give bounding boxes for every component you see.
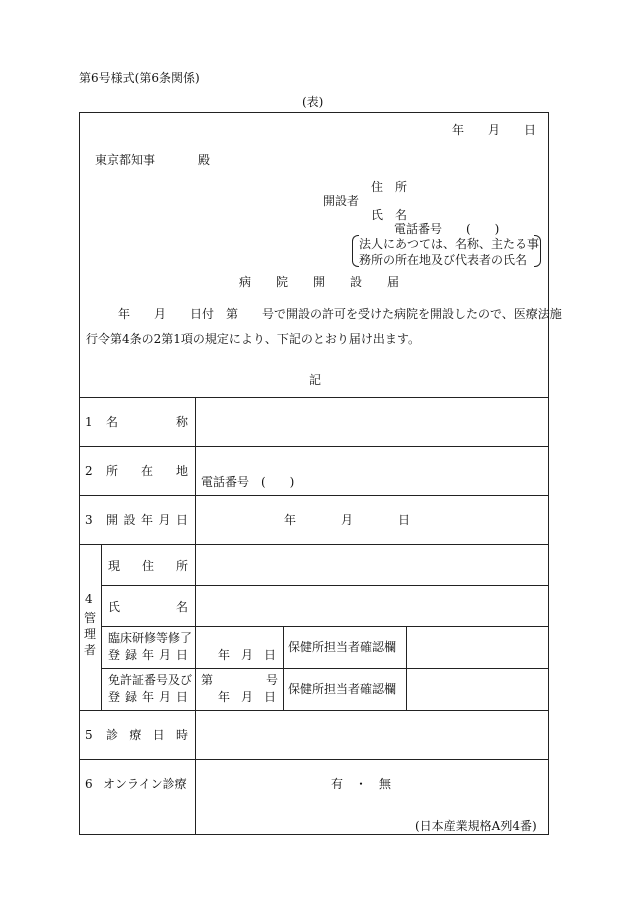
row3-label-opening-date: 開 設 年 月 日 — [106, 513, 188, 527]
row-divider — [101, 668, 549, 669]
applicant-address-label: 住 所 — [371, 180, 408, 194]
paper-size-note: (日本産業規格A列4番) — [415, 819, 537, 833]
ki-marker: 記 — [309, 373, 322, 387]
manager-address-field[interactable] — [198, 547, 547, 583]
license-number-prefix: 第 — [201, 673, 214, 687]
addressee: 東京都知事 — [95, 153, 156, 167]
opening-date-field[interactable]: 年 月 日 — [284, 513, 410, 527]
row-divider — [79, 446, 549, 447]
column-divider — [101, 544, 102, 710]
front-side-label: (表) — [302, 95, 324, 109]
row-divider — [101, 626, 549, 627]
row1-number: 1 — [85, 415, 93, 429]
left-bracket — [352, 235, 359, 267]
row2-number: 2 — [85, 464, 93, 478]
row4-number: 4 — [85, 592, 93, 606]
row4-group-manager: 管 理 者 — [83, 611, 96, 657]
row5-number: 5 — [85, 728, 93, 742]
body-text-line2: 行令第4条の2第1項の規定により、下記のとおり届け出ます。 — [86, 332, 420, 346]
row6-label-online: オンライン診療 — [103, 777, 187, 791]
row-divider — [79, 759, 549, 760]
health-center-confirmation-field-2[interactable] — [409, 671, 547, 708]
training-date-field[interactable]: 年 月 日 — [218, 648, 276, 662]
manager-name-label: 氏 名 — [108, 600, 188, 614]
row-divider — [101, 585, 549, 586]
training-label-line1: 臨床研修等修了 — [108, 631, 193, 645]
location-phone-label: 電話番号 ( ) — [201, 475, 295, 489]
applicant-name-label: 氏 名 — [371, 208, 408, 222]
form-number-label: 第6号様式(第6条関係) — [79, 71, 200, 85]
license-date-field[interactable]: 年 月 日 — [218, 690, 276, 704]
column-divider — [406, 626, 407, 710]
honorific: 殿 — [198, 153, 211, 167]
applicant-role-label: 開設者 — [323, 194, 360, 208]
health-center-confirmation-field[interactable] — [409, 629, 547, 666]
name-field[interactable] — [198, 400, 547, 444]
row-divider — [79, 544, 549, 545]
location-field[interactable] — [198, 449, 547, 493]
row5-label-hours: 診 療 日 時 — [106, 728, 188, 742]
row-divider — [79, 495, 549, 496]
manager-address-label: 現 住 所 — [108, 559, 188, 573]
consultation-hours-field[interactable] — [198, 713, 547, 757]
health-center-confirmation-label: 保健所担当者確認欄 — [288, 640, 397, 654]
license-label-line1: 免許証番号及び — [108, 673, 193, 687]
corporation-note-line1: 法人にあつては、名称、主たる事 — [359, 237, 540, 251]
date-line: 年 月 日 — [452, 123, 537, 137]
column-divider — [195, 397, 196, 834]
license-label-line2: 登 録 年 月 日 — [108, 690, 188, 704]
row1-label-name: 名 称 — [106, 415, 188, 429]
training-label-line2: 登 録 年 月 日 — [108, 648, 188, 662]
document-title: 病 院 開 設 届 — [239, 275, 399, 289]
row2-label-location: 所 在 地 — [106, 464, 188, 478]
online-consultation-choice[interactable]: 有 ・ 無 — [331, 777, 392, 791]
row-divider — [79, 710, 549, 711]
manager-name-field[interactable] — [198, 588, 547, 624]
row3-number: 3 — [85, 513, 93, 527]
row-divider — [79, 397, 549, 398]
column-divider — [283, 626, 284, 710]
corporation-note-line2: 務所の所在地及び代表者の氏名 — [359, 253, 528, 267]
body-text-line1: 年 月 日付 第 号で開設の許可を受けた病院を開設したので、医療法施 — [118, 307, 562, 321]
applicant-phone-label: 電話番号 ( ) — [394, 222, 500, 236]
row6-number: 6 — [85, 777, 93, 791]
health-center-confirmation-label-2: 保健所担当者確認欄 — [288, 682, 397, 696]
license-number-suffix: 号 — [266, 673, 279, 687]
